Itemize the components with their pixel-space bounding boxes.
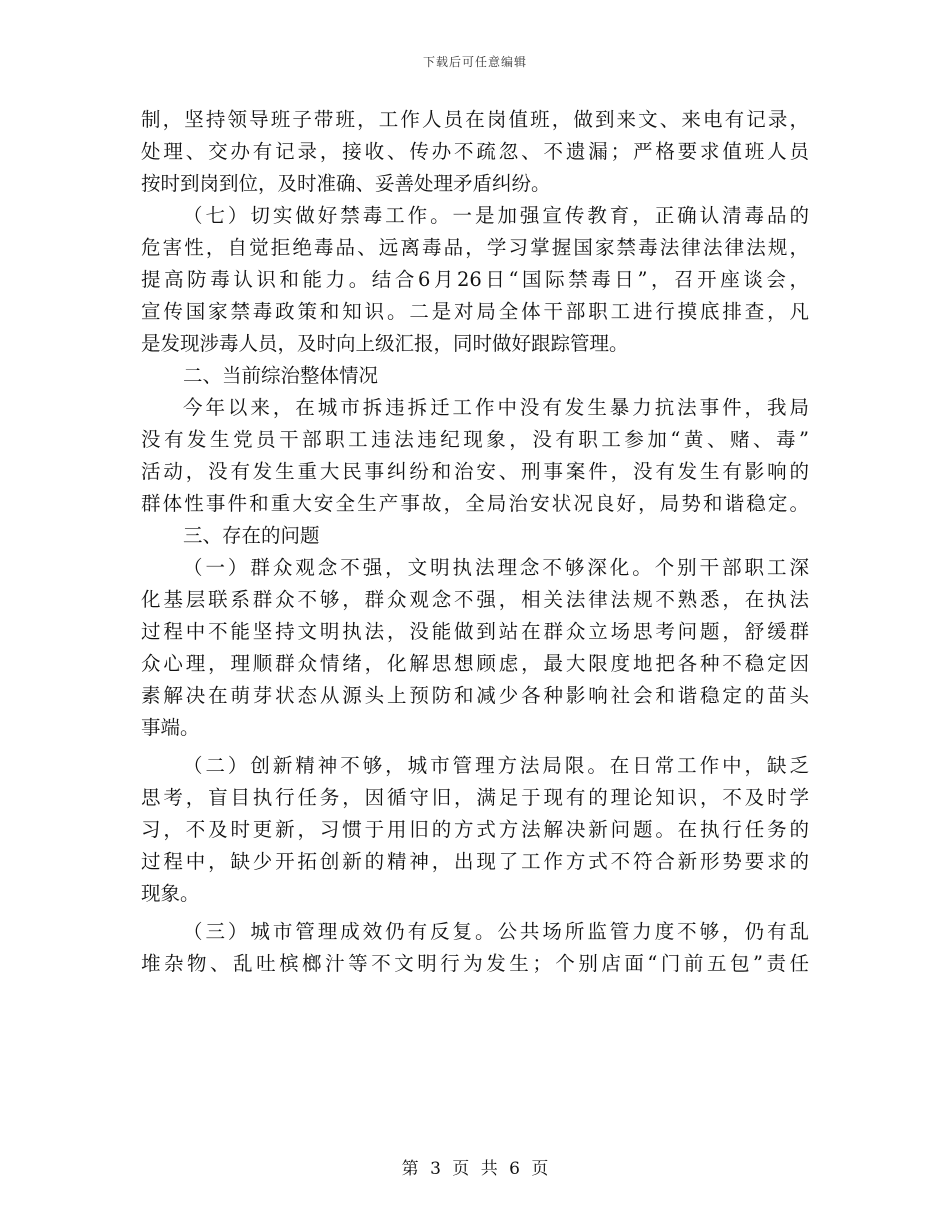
page-header: 下载后可任意编辑 <box>422 55 527 69</box>
text-line: 思考，盲目执行任务，因循守旧，满足于现有的理论知识，不及时学 <box>141 786 809 809</box>
text-line: 过程中，缺少开拓创新的精神，出现了工作方式不符合新形势要求的 <box>141 850 809 873</box>
text-line: 没有发生党员干部职工违法违纪现象，没有职工参加“黄、赌、毒” <box>141 428 809 451</box>
text-line: 习，不及时更新，习惯于用旧的方式方法解决新问题。在执行任务的 <box>141 818 809 841</box>
text-line: 今年以来，在城市拆违拆迁工作中没有发生暴力抗法事件，我局 <box>183 396 809 419</box>
text-line: 化基层联系群众不够，群众观念不强，相关法律法规不熟悉，在执法 <box>141 588 809 611</box>
text-line: （三）城市管理成效仍有反复。公共场所监管力度不够，仍有乱 <box>183 920 809 943</box>
text-line: 素解决在萌芽状态从源头上预防和减少各种影响社会和谐稳定的苗头 <box>141 684 809 707</box>
text-line: 制，坚持领导班子带班，工作人员在岗值班，做到来文、来电有记录， <box>141 108 809 131</box>
text-line: 按时到岗到位，及时准确、妥善处理矛盾纠纷。 <box>141 172 551 195</box>
text-line: 活动，没有发生重大民事纠纷和治安、刑事案件，没有发生有影响的 <box>141 460 809 483</box>
text-line: 众心理，理顺群众情绪，化解思想顾虑，最大限度地把各种不稳定因 <box>141 652 809 675</box>
text-line: 是发现涉毒人员，及时向上级汇报，同时做好跟踪管理。 <box>141 332 629 355</box>
text-line: 危害性，自觉拒绝毒品、远离毒品，学习掌握国家禁毒法律法律法规， <box>141 236 809 259</box>
document-body <box>141 104 809 980</box>
text-line: 事端。 <box>141 716 200 739</box>
text-line: 堆杂物、乱吐槟榔汁等不文明行为发生；个别店面“门前五包”责任 <box>141 952 809 975</box>
text-line: 处理、交办有记录，接收、传办不疏忽、不遗漏；严格要求值班人员 <box>141 140 809 163</box>
text-line: 三、存在的问题 <box>183 524 320 547</box>
page-footer: 第 3 页 共 6 页 <box>401 1159 549 1179</box>
text-line: （二）创新精神不够，城市管理方法局限。在日常工作中，缺乏 <box>183 754 809 777</box>
text-line: 现象。 <box>141 882 200 905</box>
text-line: 宣传国家禁毒政策和知识。二是对局全体干部职工进行摸底排查，凡 <box>141 300 809 323</box>
text-line: 群体性事件和重大安全生产事故，全局治安状况良好，局势和谐稳定。 <box>141 492 809 515</box>
text-line: （一）群众观念不强，文明执法理念不够深化。个别干部职工深 <box>183 556 809 579</box>
text-line: （七）切实做好禁毒工作。一是加强宣传教育，正确认清毒品的 <box>183 204 809 227</box>
text-line: 过程中不能坚持文明执法，没能做到站在群众立场思考问题，舒缓群 <box>141 620 809 643</box>
text-line: 二、当前综治整体情况 <box>183 364 379 387</box>
text-line: 提高防毒认识和能力。结合6月26日“国际禁毒日”，召开座谈会， <box>141 268 809 291</box>
